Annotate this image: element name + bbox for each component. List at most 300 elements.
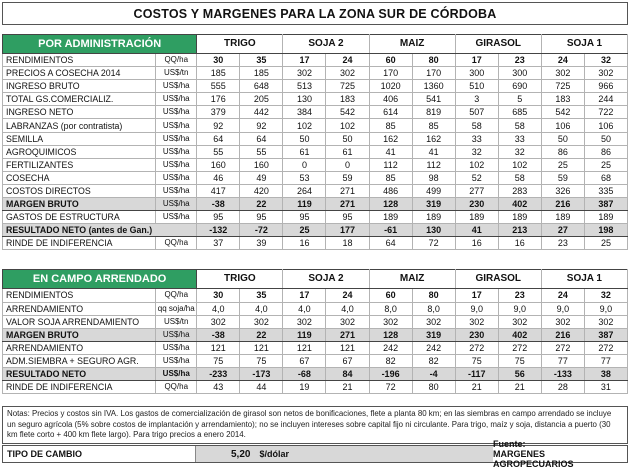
value-cell: 44 [240,381,283,394]
row-unit: US$/tn [156,315,197,328]
value-cell: 17 [283,289,326,302]
crop-header-row [3,35,628,54]
value-cell: 58 [498,171,541,184]
value-cell: 21 [498,381,541,394]
value-cell: 30 [197,54,240,67]
table-row [3,158,628,171]
row-label: SEMILLA [3,132,156,145]
value-cell: 230 [455,198,498,211]
value-cell: -61 [369,224,412,237]
value-cell: -117 [455,367,498,380]
value-cell: 92 [240,119,283,132]
crop-header-row [3,270,628,289]
source-credit: Fuente: MARGENES AGROPECUARIOS [493,439,574,469]
value-cell: 23 [498,289,541,302]
value-cell: 50 [584,132,627,145]
value-cell: -173 [240,367,283,380]
value-cell: 112 [369,158,412,171]
value-cell: 1020 [369,80,412,93]
row-label: MARGEN BRUTO [3,198,156,211]
value-cell: 0 [283,158,326,171]
row-label: MARGEN BRUTO [3,328,156,341]
value-cell: 102 [283,119,326,132]
table-row [3,119,628,132]
value-cell: 170 [369,67,412,80]
value-cell: 22 [240,198,283,211]
value-cell: 648 [240,80,283,93]
footer-bar [2,439,628,469]
value-cell: 25 [283,224,326,237]
value-cell: 1360 [412,80,455,93]
row-unit: qq soja/ha [156,302,197,315]
value-cell: 4,0 [240,302,283,315]
value-cell: 106 [541,119,584,132]
value-cell: 302 [326,67,369,80]
value-cell: 102 [326,119,369,132]
section-header: EN CAMPO ARRENDADO [3,270,197,289]
value-cell: 5 [498,93,541,106]
value-cell: 216 [541,328,584,341]
value-cell: 33 [455,132,498,145]
exchange-rate-label: TIPO DE CAMBIO [7,449,83,460]
value-cell: 16 [498,237,541,250]
value-cell: 64 [369,237,412,250]
value-cell: 25 [541,158,584,171]
value-cell: 326 [541,184,584,197]
crop-column-header: GIRASOL [455,35,541,54]
table-row [3,54,628,67]
row-label: INGRESO BRUTO [3,80,156,93]
crop-column-header: MAIZ [369,35,455,54]
value-cell: 25 [584,158,627,171]
value-cell: 162 [412,132,455,145]
value-cell: 302 [584,67,627,80]
row-label: LABRANZAS (por contratista) [3,119,156,132]
page-title: COSTOS Y MARGENES PARA LA ZONA SUR DE CÓRDOBA [133,6,497,21]
value-cell: 302 [197,315,240,328]
row-unit: QQ/ha [156,381,197,394]
value-cell: 17 [455,54,498,67]
value-cell: 67 [283,354,326,367]
value-cell: 300 [455,67,498,80]
value-cell: 499 [412,184,455,197]
value-cell: 32 [584,289,627,302]
table-por-administracion [2,34,628,250]
value-cell: 32 [584,54,627,67]
value-cell: 68 [584,171,627,184]
value-cell: 95 [283,211,326,224]
row-label: COSECHA [3,171,156,184]
value-cell: 39 [240,237,283,250]
value-cell: 86 [541,145,584,158]
crop-column-header: TRIGO [197,35,283,54]
crop-column-header: SOJA 2 [283,270,369,289]
value-cell: 8,0 [412,302,455,315]
table-row [3,132,628,145]
value-cell: 64 [240,132,283,145]
value-cell: 77 [584,354,627,367]
value-cell: 95 [326,211,369,224]
value-cell: 46 [197,171,240,184]
value-cell: 177 [326,224,369,237]
value-cell: 8,0 [369,302,412,315]
row-unit: US$/ha [156,328,197,341]
value-cell: 242 [412,341,455,354]
value-cell: 271 [326,328,369,341]
row-unit: US$/ha [156,198,197,211]
row-label: ARRENDAMIENTO [3,302,156,315]
value-cell: 102 [455,158,498,171]
value-cell: 216 [541,198,584,211]
value-cell: 277 [455,184,498,197]
value-cell: 300 [498,67,541,80]
value-cell: 86 [584,145,627,158]
table-row [3,80,628,93]
table-row [3,302,628,315]
row-unit: US$/tn [156,67,197,80]
value-cell: 58 [455,119,498,132]
row-label: RENDIMIENTOS [3,289,156,302]
value-cell: 121 [283,341,326,354]
value-cell: 119 [283,198,326,211]
value-cell: 0 [326,158,369,171]
value-cell: -196 [369,367,412,380]
row-label: RINDE DE INDIFERENCIA [3,381,156,394]
value-cell: 189 [455,211,498,224]
value-cell: 80 [412,54,455,67]
value-cell: 272 [584,341,627,354]
value-cell: 75 [240,354,283,367]
value-cell: 95 [240,211,283,224]
value-cell: 272 [541,341,584,354]
value-cell: 49 [240,171,283,184]
value-cell: 4,0 [326,302,369,315]
value-cell: 21 [455,381,498,394]
value-cell: 162 [369,132,412,145]
value-cell: 16 [283,237,326,250]
value-cell: 60 [369,54,412,67]
report-title-box [2,2,628,25]
row-unit: US$/ha [156,80,197,93]
value-cell: 17 [283,54,326,67]
value-cell: 85 [369,119,412,132]
value-cell: 112 [412,158,455,171]
row-unit: US$/ha [156,119,197,132]
value-cell: 242 [369,341,412,354]
value-cell: 335 [584,184,627,197]
value-cell: 205 [240,93,283,106]
value-cell: 272 [455,341,498,354]
table-row [3,289,628,302]
value-cell: 37 [197,237,240,250]
value-cell: 230 [455,328,498,341]
value-cell: 61 [326,145,369,158]
value-cell: 31 [584,381,627,394]
value-cell: 56 [498,367,541,380]
value-cell: 75 [498,354,541,367]
section-header: POR ADMINISTRACIÓN [3,35,197,54]
value-cell: 58 [498,119,541,132]
table-row [3,198,628,211]
value-cell: 541 [412,93,455,106]
value-cell: 24 [541,289,584,302]
value-cell: 80 [412,381,455,394]
row-label: PRECIOS A COSECHA 2014 [3,67,156,80]
value-cell: 420 [240,184,283,197]
value-cell: 82 [369,354,412,367]
value-cell: 302 [326,315,369,328]
value-cell: 60 [369,289,412,302]
value-cell: 819 [412,106,455,119]
value-cell: 387 [584,328,627,341]
value-cell: 271 [326,198,369,211]
value-cell: 121 [197,341,240,354]
value-cell: 130 [412,224,455,237]
row-label: VALOR SOJA ARRENDAMIENTO [3,315,156,328]
value-cell: 130 [283,93,326,106]
value-cell: 72 [412,237,455,250]
value-cell: 302 [455,315,498,328]
value-cell: 38 [584,367,627,380]
value-cell: 50 [541,132,584,145]
row-label: RINDE DE INDIFERENCIA [3,237,156,250]
row-label: FERTILIZANTES [3,158,156,171]
value-cell: 198 [584,224,627,237]
value-cell: 513 [283,80,326,93]
value-cell: -132 [197,224,240,237]
crop-column-header: MAIZ [369,270,455,289]
value-cell: 302 [369,315,412,328]
value-cell: 9,0 [584,302,627,315]
row-label: RESULTADO NETO (antes de Gan.) [3,224,197,237]
value-cell: 264 [283,184,326,197]
value-cell: 725 [326,80,369,93]
value-cell: 67 [326,354,369,367]
value-cell: 302 [498,315,541,328]
row-unit: US$/ha [156,367,197,380]
row-unit: US$/ha [156,158,197,171]
value-cell: 189 [541,211,584,224]
value-cell: 82 [412,354,455,367]
value-cell: 9,0 [455,302,498,315]
row-unit: QQ/ha [156,289,197,302]
value-cell: 77 [541,354,584,367]
value-cell: 283 [498,184,541,197]
value-cell: 61 [283,145,326,158]
row-unit: QQ/ha [156,237,197,250]
value-cell: 128 [369,328,412,341]
value-cell: 244 [584,93,627,106]
value-cell: 28 [541,381,584,394]
value-cell: -68 [283,367,326,380]
value-cell: 4,0 [197,302,240,315]
table-en-campo-arrendado [2,269,628,394]
value-cell: 387 [584,198,627,211]
value-cell: 189 [498,211,541,224]
value-cell: 21 [326,381,369,394]
value-cell: 106 [584,119,627,132]
value-cell: 302 [283,67,326,80]
value-cell: 55 [197,145,240,158]
value-cell: 510 [455,80,498,93]
value-cell: 319 [412,198,455,211]
value-cell: 35 [240,289,283,302]
row-unit: US$/ha [156,184,197,197]
value-cell: 84 [326,367,369,380]
value-cell: 402 [498,198,541,211]
row-unit: US$/ha [156,341,197,354]
value-cell: 272 [498,341,541,354]
value-cell: 75 [197,354,240,367]
table-row [3,354,628,367]
value-cell: 22 [240,328,283,341]
value-cell: 555 [197,80,240,93]
notes-text: Notas: Precios y costos sin IVA. Los gastos de comercialización de girasol son netos de bonificaciones, flete a planta 80 km; en las siembras en campo arrendado se incluye un seguro agrícola (5% sobre costos de implantación y arrendamiento); no se incluyen intereses sobre capital fijo ni circulante. Para trigo, maíz y soja, distancia a puerto (30 km flete corto + 400 km flete largo). Para trigo precios a enero 2014. [7,409,612,439]
value-cell: -38 [197,198,240,211]
value-cell: 302 [283,315,326,328]
value-cell: 64 [197,132,240,145]
value-cell: 52 [455,171,498,184]
row-unit: US$/ha [156,106,197,119]
table-row [3,93,628,106]
row-unit: US$/ha [156,211,197,224]
value-cell: 4,0 [283,302,326,315]
row-label: ARRENDAMIENTO [3,341,156,354]
value-cell: 19 [283,381,326,394]
value-cell: 23 [541,237,584,250]
value-cell: 542 [541,106,584,119]
crop-column-header: SOJA 1 [541,35,627,54]
value-cell: 92 [197,119,240,132]
value-cell: 9,0 [541,302,584,315]
table-row [3,211,628,224]
value-cell: 17 [455,289,498,302]
value-cell: 41 [455,224,498,237]
value-cell: 302 [240,315,283,328]
value-cell: 95 [197,211,240,224]
table-row [3,184,628,197]
value-cell: 160 [240,158,283,171]
exchange-rate-cell [195,446,493,462]
value-cell: 24 [326,289,369,302]
table-row [3,315,628,328]
value-cell: 102 [498,158,541,171]
value-cell: -72 [240,224,283,237]
value-cell: 25 [584,237,627,250]
value-cell: 160 [197,158,240,171]
value-cell: 32 [498,145,541,158]
value-cell: 442 [240,106,283,119]
value-cell: 302 [541,67,584,80]
value-cell: 966 [584,80,627,93]
value-cell: -233 [197,367,240,380]
value-cell: 72 [369,381,412,394]
value-cell: 16 [455,237,498,250]
value-cell: 417 [197,184,240,197]
row-label: ADM.SIEMBRA + SEGURO AGR. [3,354,156,367]
value-cell: 18 [326,237,369,250]
table-row [3,67,628,80]
value-cell: 24 [541,54,584,67]
row-unit: US$/ha [156,354,197,367]
value-cell: 176 [197,93,240,106]
value-cell: 3 [455,93,498,106]
value-cell: 170 [412,67,455,80]
row-label: AGROQUIMICOS [3,145,156,158]
crop-column-header: SOJA 1 [541,270,627,289]
value-cell: 33 [498,132,541,145]
value-cell: 302 [412,315,455,328]
value-cell: 402 [498,328,541,341]
row-label: RESULTADO NETO [3,367,156,380]
value-cell: 50 [326,132,369,145]
value-cell: 384 [283,106,326,119]
table-row [3,106,628,119]
value-cell: 722 [584,106,627,119]
value-cell: 59 [326,171,369,184]
row-label: TOTAL GS.COMERCIALIZ. [3,93,156,106]
value-cell: 41 [412,145,455,158]
value-cell: 32 [455,145,498,158]
row-unit: US$/ha [156,132,197,145]
value-cell: 119 [283,328,326,341]
value-cell: 98 [412,171,455,184]
row-unit: QQ/ha [156,54,197,67]
value-cell: -4 [412,367,455,380]
value-cell: 50 [283,132,326,145]
value-cell: 379 [197,106,240,119]
value-cell: 271 [326,184,369,197]
crop-column-header: TRIGO [197,270,283,289]
value-cell: 41 [369,145,412,158]
value-cell: 27 [541,224,584,237]
table-row [3,381,628,394]
value-cell: 406 [369,93,412,106]
value-cell: 23 [498,54,541,67]
value-cell: 183 [326,93,369,106]
value-cell: 189 [412,211,455,224]
table-row [3,237,628,250]
exchange-rate-value: 5,20 [231,448,251,460]
value-cell: 55 [240,145,283,158]
value-cell: 121 [326,341,369,354]
value-cell: 59 [541,171,584,184]
value-cell: 725 [541,80,584,93]
value-cell: 185 [197,67,240,80]
value-cell: -38 [197,328,240,341]
value-cell: 24 [326,54,369,67]
value-cell: 35 [240,54,283,67]
value-cell: 43 [197,381,240,394]
row-label: GASTOS DE ESTRUCTURA [3,211,156,224]
value-cell: 614 [369,106,412,119]
value-cell: 319 [412,328,455,341]
row-unit: US$/ha [156,93,197,106]
value-cell: 685 [498,106,541,119]
crop-column-header: SOJA 2 [283,35,369,54]
value-cell: 507 [455,106,498,119]
value-cell: 121 [240,341,283,354]
table-row [3,341,628,354]
value-cell: -133 [541,367,584,380]
value-cell: 486 [369,184,412,197]
table-row [3,224,628,237]
table-row [3,171,628,184]
row-label: COSTOS DIRECTOS [3,184,156,197]
value-cell: 302 [541,315,584,328]
table-row [3,145,628,158]
crop-column-header: GIRASOL [455,270,541,289]
